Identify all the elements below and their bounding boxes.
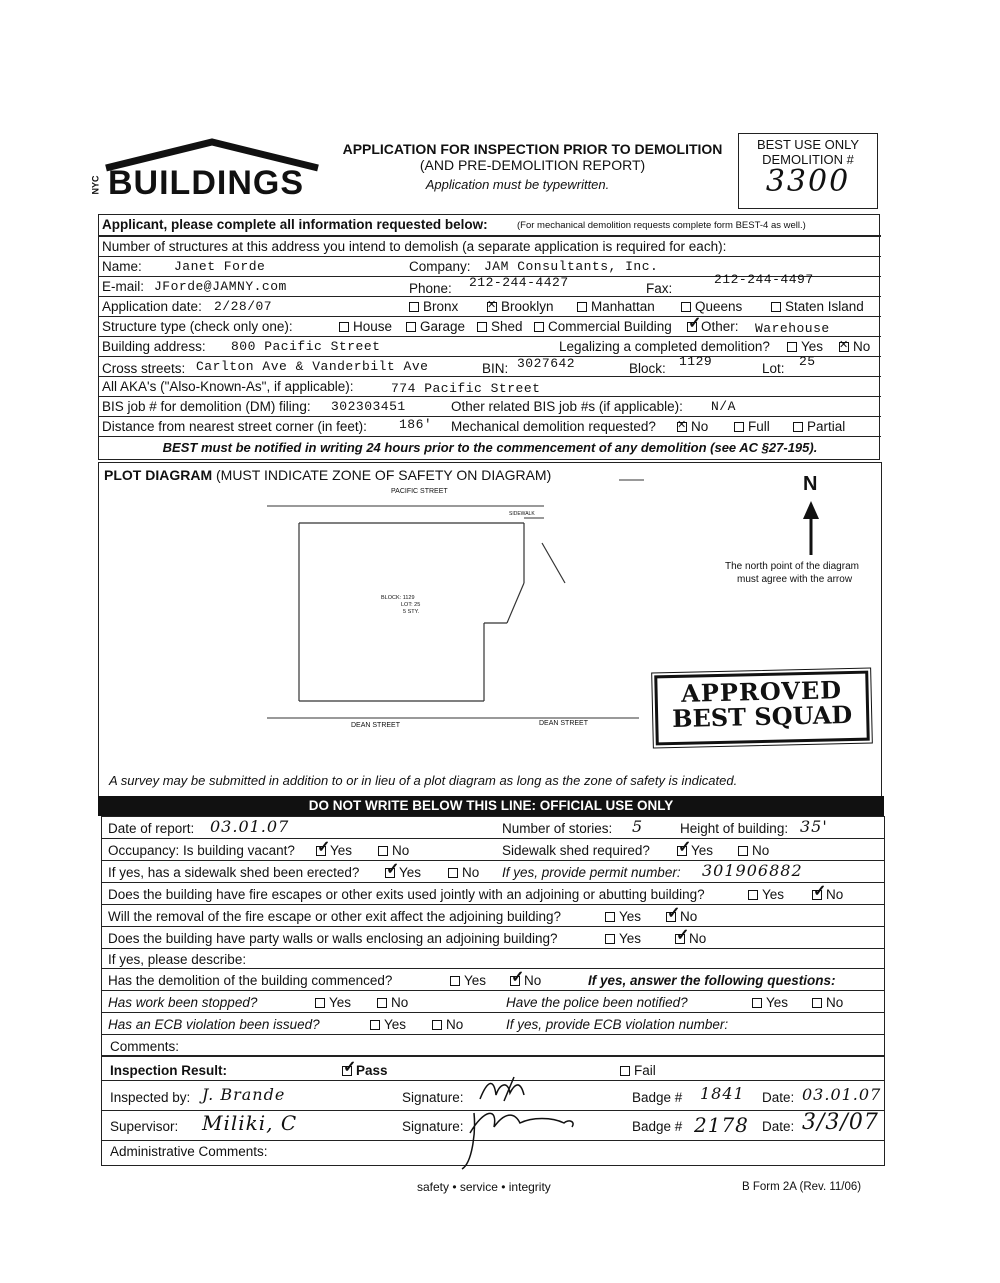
- distance-label: Distance from nearest street corner (in feet):: [102, 419, 367, 434]
- police-no[interactable]: No: [812, 995, 843, 1010]
- mech-label: Mechanical demolition requested?: [451, 419, 656, 434]
- party-walls-no[interactable]: ✓ No: [675, 931, 706, 946]
- footer-motto: safety • service • integrity: [417, 1180, 551, 1194]
- date-label-1: Date:: [762, 1090, 795, 1105]
- checked-checkbox-icon: [666, 912, 676, 922]
- logo-text: BUILDINGS: [108, 164, 304, 202]
- inspector-signature[interactable]: [474, 1075, 544, 1105]
- mech-no[interactable]: ✕ No: [677, 419, 708, 434]
- app-date-label: Application date:: [102, 299, 202, 314]
- supervisor-label: Supervisor:: [110, 1119, 179, 1134]
- distance-field[interactable]: 186': [399, 417, 433, 432]
- borough-staten-island[interactable]: Staten Island: [771, 299, 864, 314]
- company-field[interactable]: JAM Consultants, Inc.: [484, 259, 659, 274]
- best-use-box: [738, 133, 878, 209]
- police-label: Have the police been notified?: [506, 995, 688, 1010]
- comments-label: Comments:: [110, 1039, 180, 1054]
- report-date-field[interactable]: 03.01.07: [210, 817, 290, 836]
- fire-escapes-no[interactable]: ✓ No: [812, 887, 843, 902]
- shed-row: [102, 861, 884, 883]
- building-address-field[interactable]: 800 Pacific Street: [231, 339, 381, 354]
- structure-other-field[interactable]: Warehouse: [755, 321, 830, 336]
- admin-comments-row[interactable]: [102, 1141, 884, 1165]
- sidewalk-label: SIDEWALK: [509, 511, 535, 517]
- checkbox-icon: [752, 998, 762, 1008]
- badge-label-2: Badge #: [632, 1119, 683, 1134]
- official-banner: DO NOT WRITE BELOW THIS LINE: OFFICIAL USE ONLY: [98, 796, 884, 816]
- other-bis-field[interactable]: N/A: [711, 399, 736, 414]
- report-date-row: [102, 817, 884, 839]
- demolition-number: 3300: [765, 164, 851, 199]
- work-stopped-yes[interactable]: Yes: [315, 995, 351, 1010]
- checkbox-icon: [734, 422, 744, 432]
- shed-label: If yes, has a sidewalk shed been erected?: [108, 865, 360, 880]
- cross-streets-field[interactable]: Carlton Ave & Vanderbilt Ave: [196, 359, 429, 374]
- plot-diagram-section: [98, 462, 882, 796]
- checkbox-icon: [450, 976, 460, 986]
- email-label: E-mail:: [102, 279, 145, 294]
- email-field[interactable]: JForde@JAMNY.com: [154, 279, 287, 294]
- footer-form-id: B Form 2A (Rev. 11/06): [742, 1181, 862, 1193]
- police-yes[interactable]: Yes: [752, 995, 788, 1010]
- describe-label: If yes, please describe:: [108, 952, 247, 967]
- checkbox-icon: [681, 302, 691, 312]
- bis-label: BIS job # for demolition (DM) filing:: [102, 399, 311, 414]
- applicant-heading: Applicant, please complete all information requested below:: [102, 217, 488, 232]
- survey-note: A survey may be submitted in addition to or in lieu of a plot diagram as long as the zone of safety is indicated.: [109, 773, 738, 788]
- company-label: Company:: [409, 259, 471, 274]
- badge-label-1: Badge #: [632, 1090, 683, 1105]
- app-date-row: [99, 297, 881, 317]
- shed-yes[interactable]: ✓ Yes: [385, 865, 421, 880]
- vacant-row: [102, 839, 884, 861]
- inspected-label: Inspected by:: [110, 1090, 191, 1105]
- fax-label: Fax:: [646, 281, 673, 296]
- street-label-dean-1: DEAN STREET: [351, 722, 401, 729]
- official-section: [101, 816, 885, 1166]
- block-lot-label-3: 5 STY.: [403, 609, 420, 615]
- street-label-pacific: PACIFIC STREET: [391, 488, 448, 495]
- result-label: Inspection Result:: [110, 1063, 228, 1078]
- commenced-no[interactable]: ✓ No: [510, 973, 541, 988]
- checkbox-icon: [577, 302, 587, 312]
- checked-checkbox-icon: [677, 846, 687, 856]
- phone-field[interactable]: 212-244-4427: [469, 275, 569, 290]
- work-stopped-label: Has work been stopped?: [108, 995, 258, 1010]
- commenced-row: [102, 969, 884, 991]
- block-field[interactable]: 1129: [679, 354, 713, 369]
- north-label: N: [803, 473, 818, 495]
- block-lot-label-1: BLOCK: 1129: [381, 595, 415, 601]
- sidewalk-req-label: Sidewalk shed required?: [502, 843, 650, 858]
- date-label-2: Date:: [762, 1119, 795, 1134]
- comments-row[interactable]: [102, 1035, 884, 1057]
- street-label-dean-2: DEAN STREET: [539, 720, 589, 727]
- fire-removal-row: [102, 905, 884, 927]
- checkbox-icon: [377, 998, 387, 1008]
- plot-diagram: [99, 463, 883, 797]
- fire-removal-yes[interactable]: Yes: [605, 909, 641, 924]
- ecb-number-label: If yes, provide ECB violation number:: [506, 1017, 729, 1032]
- ecb-no[interactable]: No: [432, 1017, 463, 1032]
- sidewalk-req-yes[interactable]: ✓ Yes: [677, 843, 713, 858]
- date-field-1[interactable]: 03.01.07: [802, 1085, 882, 1104]
- aka-field[interactable]: 774 Pacific Street: [391, 381, 541, 396]
- checkbox-icon: [605, 912, 615, 922]
- vacant-label: Occupancy: Is building vacant?: [108, 843, 295, 858]
- supervisor-row: [102, 1111, 884, 1141]
- logo-prefix: NYC: [90, 175, 101, 195]
- height-label: Height of building:: [680, 821, 789, 836]
- legalizing-yes[interactable]: Yes: [787, 339, 823, 354]
- checked-checkbox-icon: [687, 322, 697, 332]
- result-pass[interactable]: ✓ Pass: [342, 1063, 388, 1078]
- legalizing-no[interactable]: ✕ No: [839, 339, 870, 354]
- checkbox-icon: [409, 302, 419, 312]
- work-stopped-row: [102, 991, 884, 1013]
- structure-shed[interactable]: Shed: [477, 319, 523, 334]
- form-subtitle: (AND PRE-DEMOLITION REPORT): [419, 157, 646, 173]
- form-title: APPLICATION FOR INSPECTION PRIOR TO DEMOLITION: [342, 141, 723, 157]
- structure-type-label: Structure type (check only one):: [102, 319, 293, 334]
- aka-row: [99, 377, 881, 397]
- admin-comments-label: Administrative Comments:: [110, 1144, 268, 1159]
- checkbox-icon: [748, 890, 758, 900]
- commenced-yes[interactable]: Yes: [450, 973, 486, 988]
- plot-heading: PLOT DIAGRAM (MUST INDICATE ZONE OF SAFETY ON DIAGRAM): [104, 467, 552, 483]
- permit-label: If yes, provide permit number:: [502, 865, 681, 880]
- lot-field[interactable]: 25: [799, 354, 816, 369]
- north-note-2: must agree with the arrow: [737, 574, 853, 585]
- checkbox-icon: [534, 322, 544, 332]
- checked-checkbox-icon: [510, 976, 520, 986]
- num-structures-row[interactable]: [99, 237, 881, 257]
- checkbox-icon: [620, 1066, 630, 1076]
- distance-row: [99, 417, 881, 437]
- bin-field[interactable]: 3027642: [517, 356, 576, 371]
- approved-stamp: [654, 671, 870, 746]
- party-walls-row: [102, 927, 884, 949]
- checkbox-icon: [432, 1020, 442, 1030]
- fire-escapes-row: [102, 883, 884, 905]
- checkbox-icon: [477, 322, 487, 332]
- phone-label: Phone:: [409, 281, 452, 296]
- structure-other[interactable]: ✓ Other:: [687, 319, 739, 334]
- report-date-label: Date of report:: [108, 821, 195, 836]
- form-note: Application must be typewritten.: [425, 177, 610, 192]
- fire-removal-no[interactable]: ✓ No: [666, 909, 697, 924]
- sidewalk-req-no[interactable]: No: [738, 843, 769, 858]
- bis-field[interactable]: 302303451: [331, 399, 406, 414]
- mech-partial[interactable]: Partial: [793, 419, 845, 434]
- checkbox-icon: [448, 868, 458, 878]
- bin-label: BIN:: [482, 361, 509, 376]
- vacant-yes[interactable]: ✓ Yes: [316, 843, 352, 858]
- structure-commercial[interactable]: Commercial Building: [534, 319, 672, 334]
- checkbox-icon: [378, 846, 388, 856]
- checkbox-icon: [771, 302, 781, 312]
- checked-checkbox-icon: [677, 422, 687, 432]
- structure-house[interactable]: House: [339, 319, 392, 334]
- supervisor-signature-label: Signature:: [402, 1119, 464, 1134]
- app-date-field[interactable]: 2/28/07: [214, 299, 273, 314]
- applicant-section: [98, 214, 880, 460]
- stamp-line-2: BEST SQUAD: [671, 699, 853, 734]
- checked-checkbox-icon: [812, 890, 822, 900]
- badge-field-1[interactable]: 1841: [700, 1084, 745, 1103]
- describe-row[interactable]: [102, 949, 884, 969]
- applicant-heading-row: [99, 215, 881, 237]
- inspector-signature-label: Signature:: [402, 1090, 464, 1105]
- form-title-block: [330, 141, 735, 192]
- north-arrow-icon: [801, 501, 821, 557]
- checkbox-icon: [315, 998, 325, 1008]
- building-address-label: Building address:: [102, 339, 206, 354]
- permit-field[interactable]: 301906882: [702, 861, 803, 880]
- stories-label: Number of stories:: [502, 821, 613, 836]
- fire-escapes-label: Does the building have fire escapes or other exits used jointly with an adjoining or abutting building?: [108, 887, 705, 902]
- north-note-1: The north point of the diagram: [725, 561, 859, 572]
- cross-streets-row: [99, 354, 881, 377]
- logo: [90, 138, 322, 204]
- borough-brooklyn[interactable]: ✕ Brooklyn: [487, 299, 554, 314]
- stories-field[interactable]: 5: [632, 817, 644, 836]
- supervisor-field[interactable]: Miliki, C: [202, 1111, 298, 1135]
- checked-checkbox-icon: [487, 302, 497, 312]
- other-bis-label: Other related BIS job #s (if applicable):: [451, 399, 683, 414]
- checkbox-icon: [370, 1020, 380, 1030]
- borough-queens[interactable]: Queens: [681, 299, 742, 314]
- fax-field[interactable]: 212-244-4497: [714, 272, 814, 287]
- block-label: Block:: [629, 361, 666, 376]
- checked-checkbox-icon: [316, 846, 326, 856]
- borough-bronx[interactable]: Bronx: [409, 299, 458, 314]
- structure-type-row: [99, 317, 881, 337]
- checkbox-icon: [406, 322, 416, 332]
- applicant-heading-note: (For mechanical demolition requests complete form BEST-4 as well.): [517, 220, 806, 231]
- ecb-label: Has an ECB violation been issued?: [108, 1017, 320, 1032]
- notify-row: [99, 437, 881, 457]
- vacant-no[interactable]: No: [378, 843, 409, 858]
- notify-text: BEST must be notified in writing 24 hours prior to the commencement of any demolition (see AC §27-195).: [162, 440, 818, 455]
- date-field-2[interactable]: 3/3/07: [802, 1110, 879, 1135]
- fire-removal-label: Will the removal of the fire escape or other exit affect the adjoining building?: [108, 909, 562, 924]
- name-label: Name:: [102, 259, 142, 274]
- checkbox-icon: [787, 342, 797, 352]
- lot-label: Lot:: [762, 361, 785, 376]
- best-use-label: BEST USE ONLY: [756, 137, 860, 152]
- aka-label: All AKA's ("Also-Known-As", if applicable):: [102, 379, 354, 394]
- commenced-label: Has the demolition of the building commenced?: [108, 973, 393, 988]
- party-walls-label: Does the building have party walls or walls enclosing an adjoining building?: [108, 931, 558, 946]
- checkbox-icon: [793, 422, 803, 432]
- checked-checkbox-icon: [385, 868, 395, 878]
- checkbox-icon: [605, 934, 615, 944]
- block-lot-label-2: LOT: 25: [401, 602, 421, 608]
- checkbox-icon: [738, 846, 748, 856]
- checked-checkbox-icon: [342, 1066, 352, 1076]
- result-fail[interactable]: Fail: [620, 1063, 656, 1078]
- checkbox-icon: [339, 322, 349, 332]
- badge-field-2[interactable]: 2178: [694, 1113, 749, 1137]
- building-address-row: [99, 337, 881, 357]
- answer-following-label: If yes, answer the following questions:: [588, 973, 836, 988]
- work-stopped-no[interactable]: No: [377, 995, 408, 1010]
- party-walls-yes[interactable]: Yes: [605, 931, 641, 946]
- checkbox-icon: [812, 998, 822, 1008]
- stamp-line-1: APPROVED: [680, 675, 843, 708]
- structure-garage[interactable]: Garage: [406, 319, 465, 334]
- fire-escapes-yes[interactable]: Yes: [748, 887, 784, 902]
- ecb-yes[interactable]: Yes: [370, 1017, 406, 1032]
- demolition-label: DEMOLITION #: [762, 152, 854, 167]
- checked-checkbox-icon: [839, 342, 849, 352]
- num-structures-label: Number of structures at this address you intend to demolish (a separate application is required for each):: [102, 239, 727, 254]
- borough-manhattan[interactable]: Manhattan: [577, 299, 655, 314]
- height-field[interactable]: 35': [800, 817, 828, 836]
- legalizing-label: Legalizing a completed demolition?: [559, 339, 770, 354]
- cross-streets-label: Cross streets:: [102, 361, 186, 376]
- checked-checkbox-icon: [675, 934, 685, 944]
- shed-no[interactable]: No: [448, 865, 479, 880]
- mech-full[interactable]: Full: [734, 419, 770, 434]
- email-row: [99, 272, 881, 297]
- ecb-row: [102, 1013, 884, 1035]
- bis-row: [99, 397, 881, 417]
- name-field[interactable]: Janet Forde: [174, 259, 266, 274]
- inspected-by-field[interactable]: J. Brande: [202, 1085, 286, 1104]
